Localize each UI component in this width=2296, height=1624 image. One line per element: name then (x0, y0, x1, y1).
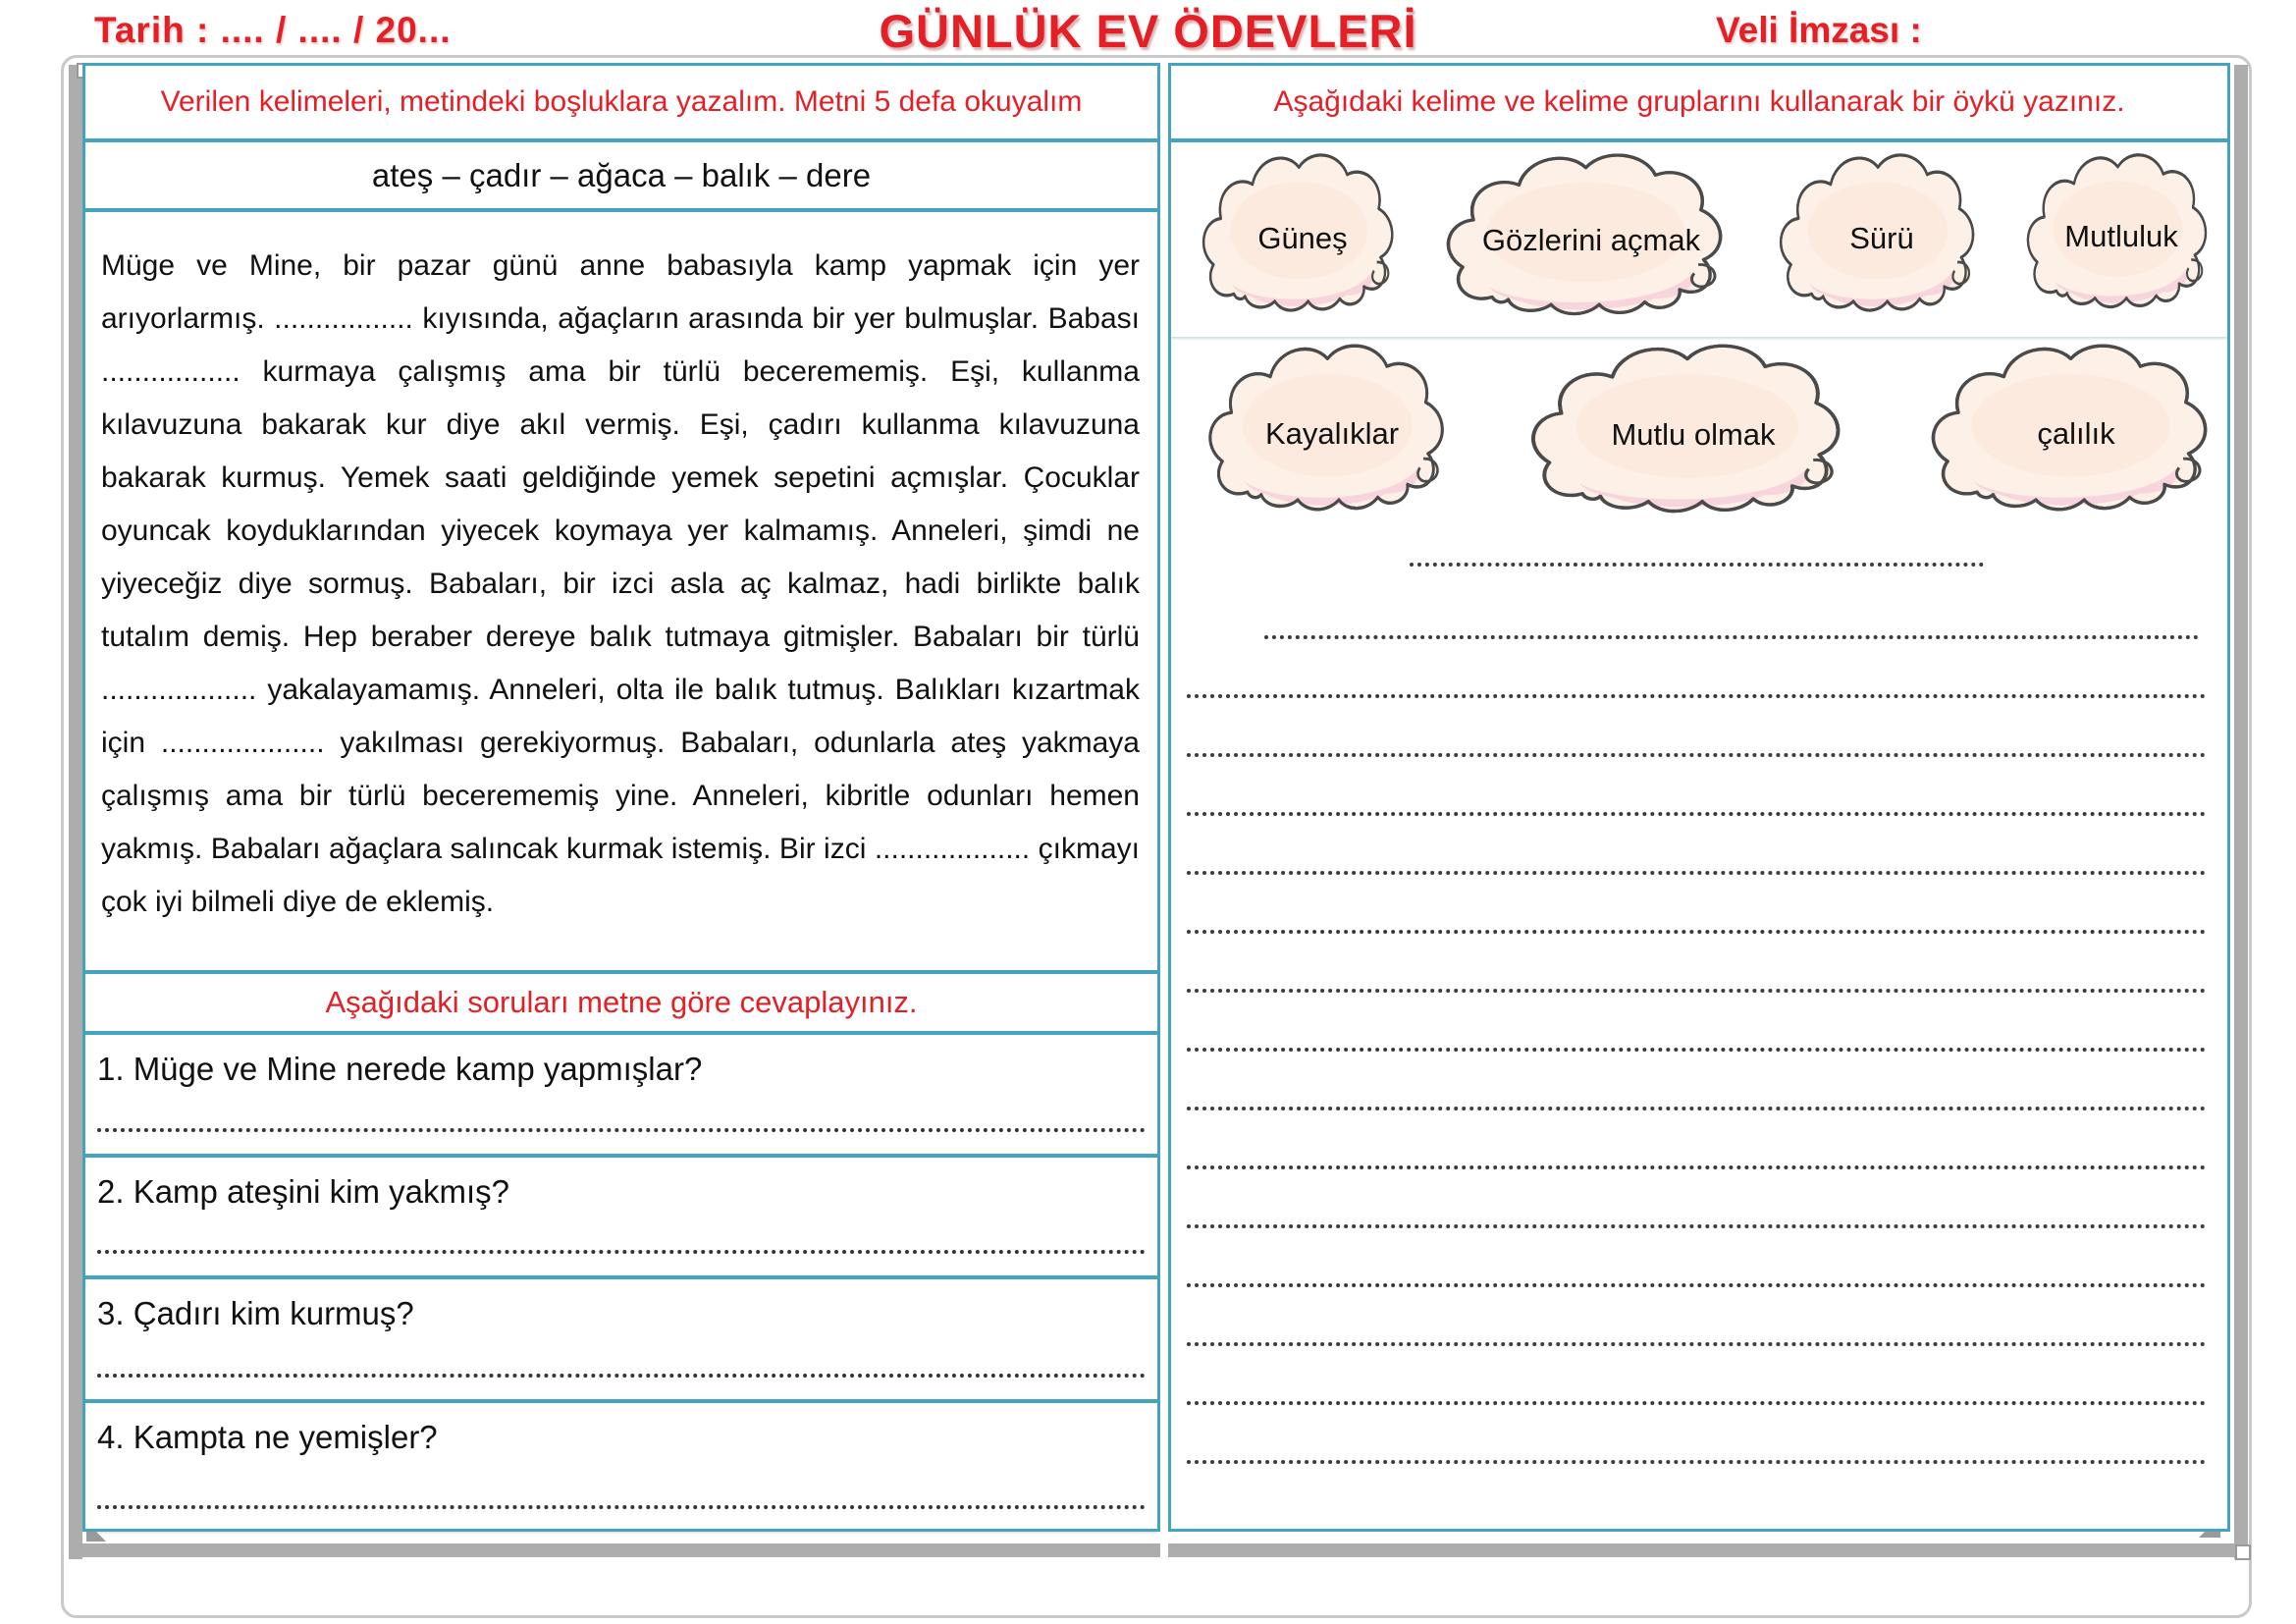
answer-line (97, 1128, 1146, 1132)
story-writing-line (1187, 1342, 2206, 1346)
question-1-label: 1. Müge ve Mine nerede kamp yapmışlar? (97, 1051, 703, 1087)
story-writing-line (1187, 989, 2206, 993)
story-writing-line (1187, 753, 2206, 757)
cloud-word: çalılık (2037, 416, 2115, 451)
right-instruction: Aşağıdaki kelime ve kelime gruplarını kullanarak bir öykü yazınız. (1273, 85, 2125, 118)
cloud-word: Güneş (1257, 221, 1348, 255)
word-cloud (1444, 150, 1738, 337)
question-4-label: 4. Kampta ne yemişler? (97, 1419, 438, 1455)
cloud-word: Mutlu olmak (1611, 417, 1776, 452)
question-block (85, 1031, 1157, 1154)
cloud-word: Mutluluk (2064, 219, 2178, 253)
story-writing-line (1187, 1224, 2206, 1228)
left-column (82, 63, 1160, 1532)
left-instruction: Verilen kelimeleri, metindeki boşluklara yazalım. Metni 5 defa okuyalım (160, 85, 1083, 118)
story-writing-line (1187, 1048, 2206, 1052)
table-handle-bar-right (2234, 65, 2248, 1559)
questions-header: Aşağıdaki soruları metne göre cevaplayınız. (85, 970, 1157, 1031)
answer-line (97, 1374, 1146, 1378)
word-cloud (2025, 150, 2217, 329)
signature-label: Veli İmzası : (1716, 10, 1922, 50)
resize-handle-square-icon (2235, 1544, 2251, 1560)
date-label: Tarih : .... / .... / 20... (94, 10, 452, 50)
cloud-word: Gözlerini açmak (1481, 223, 1701, 257)
table-handle-bar-left (69, 65, 82, 1559)
story-writing-line (1187, 1283, 2206, 1287)
story-writing-line (1187, 1165, 2206, 1169)
story-writing-line (1187, 812, 2206, 816)
cloud-row (1171, 138, 2227, 337)
question-block (85, 1399, 1157, 1531)
story-writing-line (1187, 1107, 2206, 1110)
cloud-word: Kayalıklar (1264, 416, 1400, 451)
story-writing-line (1187, 1401, 2206, 1405)
word-cloud (1528, 341, 1858, 535)
table-handle-bar-bottom-left (69, 1543, 1160, 1557)
reading-passage: Müge ve Mine, bir pazar günü anne babasıyla kamp yapmak için yer arıyorlarmış. ................. kıyısında, ağaçların arasında bir yer bulmuşlar. Babası ................. kurmaya çalışmış ama bir türlü becerememiş. Eşi, kullanma kılavuzuna bakarak kur diye akıl vermiş. Eşi, çadırı kullanma kılavuzuna bakarak kurmuş. Yemek saati geldiğinde yemek sepetini açmışlar. Çocuklar oyuncak koyduklarından yiyecek koymaya yer kalmamış. Anneleri, şimdi ne yiyeceğiz diye sormuş. Babaları, bir izci asla aç kalmaz, hadi birlikte balık tutalım demiş. Hep beraber dereye balık tutmaya gitmişler. Babaları bir türlü ................... yakalayamamış. Anneleri, olta ile balık tutmuş. Balıkları kızartmak için .................... yakılması gerekiyormuş. Babaları, odunlarla ateş yakmaya çalışmış ama bir türlü becerememiş yine. Anneleri, kibritle odunları hemen yakmış. Babaları ağaçlara salıncak kurmak istemiş. Bir izci ................... çıkmayı çok iyi bilmeli diye de eklemiş. (85, 208, 1157, 970)
right-column (1168, 63, 2230, 1532)
page-title: GÜNLÜK EV ÖDEVLERİ (879, 5, 1417, 57)
question-block (85, 1275, 1157, 1399)
table-handle-bar-bottom-right (1168, 1543, 2248, 1557)
writing-lines (1187, 563, 2206, 1519)
word-cloud (1778, 150, 1986, 333)
cloud-word: Sürü (1849, 221, 1914, 255)
question-2-label: 2. Kamp ateşini kim yakmış? (97, 1173, 509, 1210)
story-writing-line (1187, 871, 2206, 875)
word-cloud (1206, 341, 1458, 533)
story-writing-line (1410, 563, 1984, 567)
story-writing-line (1187, 1460, 2206, 1464)
story-writing-line (1187, 930, 2206, 934)
story-writing-line (1264, 635, 2199, 639)
question-block (85, 1154, 1157, 1275)
word-cloud (1929, 341, 2223, 533)
cloud-row (1171, 337, 2227, 535)
story-writing-line (1187, 694, 2206, 698)
word-bank: ateş – çadır – ağaca – balık – dere (85, 138, 1157, 208)
answer-line (97, 1250, 1146, 1254)
word-cloud (1201, 150, 1405, 333)
answer-line (97, 1505, 1146, 1509)
question-3-label: 3. Çadırı kim kurmuş? (97, 1295, 414, 1331)
